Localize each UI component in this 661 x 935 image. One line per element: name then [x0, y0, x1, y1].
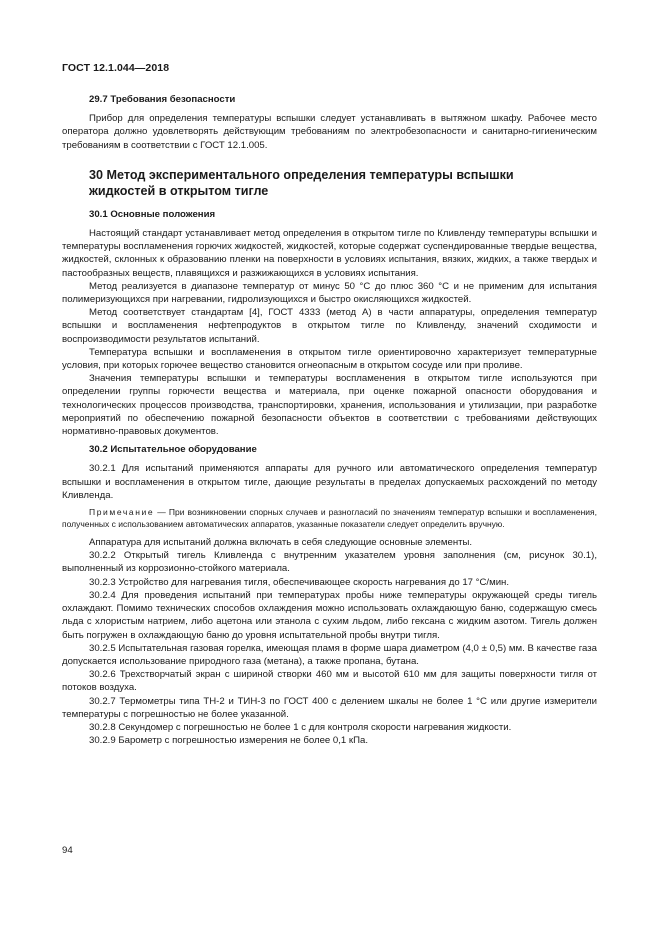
subsection-heading-29-7: 29.7 Требования безопасности [89, 94, 236, 105]
document-header: ГОСТ 12.1.044—2018 [62, 62, 170, 74]
paragraph: Настоящий стандарт устанавливает метод определения в открытом тигле по Кливленду температуры вспышки и температуры воспламенения горючих жидкостей, жидкостей, которые содержат суспендированные твердые вещества, жидкостей, склонных к образованию пленки на поверхности в условиях испытания, вязких, жидких, а также твердых и пастообразных веществ, плавящихся и разжижающихся в условиях испытания. [62, 228, 597, 279]
section-title-line: жидкостей в открытом тигле [89, 183, 269, 198]
paragraph: 30.2.4 Для проведения испытаний при температурах пробы ниже температуры окружающей среды тигель охлаждают. Помимо технических способов охлаждения можно использовать охлаждающую баню, содержащую смесь льда с хлористым натрием, либо ацетона или этанола с сухим льдом, либо гексана с жидким азотом. Тигель должен быть погружен в охлаждающую баню до уровня испытательной пробы внутри тигля. [62, 589, 597, 641]
section-title-line: 30 Метод экспериментального определения температуры вспышки [89, 167, 514, 182]
page-number: 94 [62, 845, 73, 856]
paragraph: 30.2.7 Термометры типа ТН-2 и ТИН-3 по ГОСТ 400 с делением шкалы не более 1 °C или другие измерители температуры с погрешностью не более указанной. [62, 695, 597, 720]
paragraph: Аппаратура для испытаний должна включать в себя следующие основные элементы. [89, 537, 473, 549]
paragraph: 30.2.9 Барометр с погрешностью измерения не более 0,1 кПа. [89, 735, 369, 747]
document-body [62, 93, 597, 747]
paragraph: 30.2.1 Для испытаний применяются аппараты для ручного или автоматического определения температур вспышки и воспламенения в открытом тигле, дающие результаты в пределах допускаемых расхождений по методу Кливленда. [62, 463, 597, 501]
paragraph: Прибор для определения температуры вспышки следует устанавливать в вытяжном шкафу. Рабочее место оператора должно удовлетворять действующим требованиям по электробезопасности и санитарно-гигиеническим требованиям в соответствии с ГОСТ 12.1.005. [62, 113, 597, 151]
paragraph: 30.2.3 Устройство для нагревания тигля, обеспечивающее скорость нагревания до 17 °C/мин. [89, 576, 510, 588]
paragraph: 30.2.8 Секундомер с погрешностью не более 1 с для контроля скорости нагревания жидкости. [89, 721, 512, 733]
section-title-30 [62, 167, 597, 199]
paragraph: 30.2.5 Испытательная газовая горелка, имеющая пламя в форме шара диаметром (4,0 ± 0,5) мм. В качестве газа допускается использование природного газа (метана), а также пропана, бутана. [62, 642, 597, 667]
paragraph: Метод соответствует стандартам [4], ГОСТ 4333 (метод А) в части аппаратуры, определения температур вспышки и воспламенения нефтепродуктов в открытом тигле по Кливленду, значений сходимости и воспроизводимости результатов испытаний. [62, 307, 597, 345]
note-text: — При возникновении спорных случаев и разногласий по значениям температур вспышки и воспламенения, полученных с использованием автоматических аппаратов, указанные показатели следует определить вручную. [62, 507, 597, 530]
subsection-heading-30-2: 30.2 Испытательное оборудование [89, 444, 257, 456]
paragraph: Значения температуры вспышки и температуры воспламенения в открытом тигле используются при определении группы горючести вещества и материала, при оценке пожарной опасности оборудования и технологических процессов производства, транспортировки, хранения, использования и утилизации, при разработке мероприятий по обеспечению пожарной безопасности объектов в соответствии с требованиями действующих нормативно-правовых документов. [62, 373, 597, 438]
note-label: Примечание [89, 507, 155, 518]
paragraph: 30.2.2 Открытый тигель Кливленда с внутренним указателем уровня заполнения (см, рисунок 30.1), выполненный из коррозионно-стойкого материала. [62, 550, 597, 575]
paragraph: Температура вспышки и воспламенения в открытом тигле ориентировочно характеризует температурные условия, при которых горючее вещество становится огнеопасным в открытом сосуде или при проливе. [62, 346, 597, 372]
paragraph: Метод реализуется в диапазоне температур от минус 50 °C до плюс 360 °C и не применим для испытания полимеризующихся при нагревании, гидролизующихся и быстро окисляющихся жидкостей. [62, 280, 597, 306]
paragraph: 30.2.6 Трехстворчатый экран с шириной створки 460 мм и высотой 610 мм для защиты поверхности тигля от потоков воздуха. [62, 669, 597, 694]
note [62, 506, 597, 530]
subsection-heading-30-1: 30.1 Основные положения [89, 208, 216, 220]
